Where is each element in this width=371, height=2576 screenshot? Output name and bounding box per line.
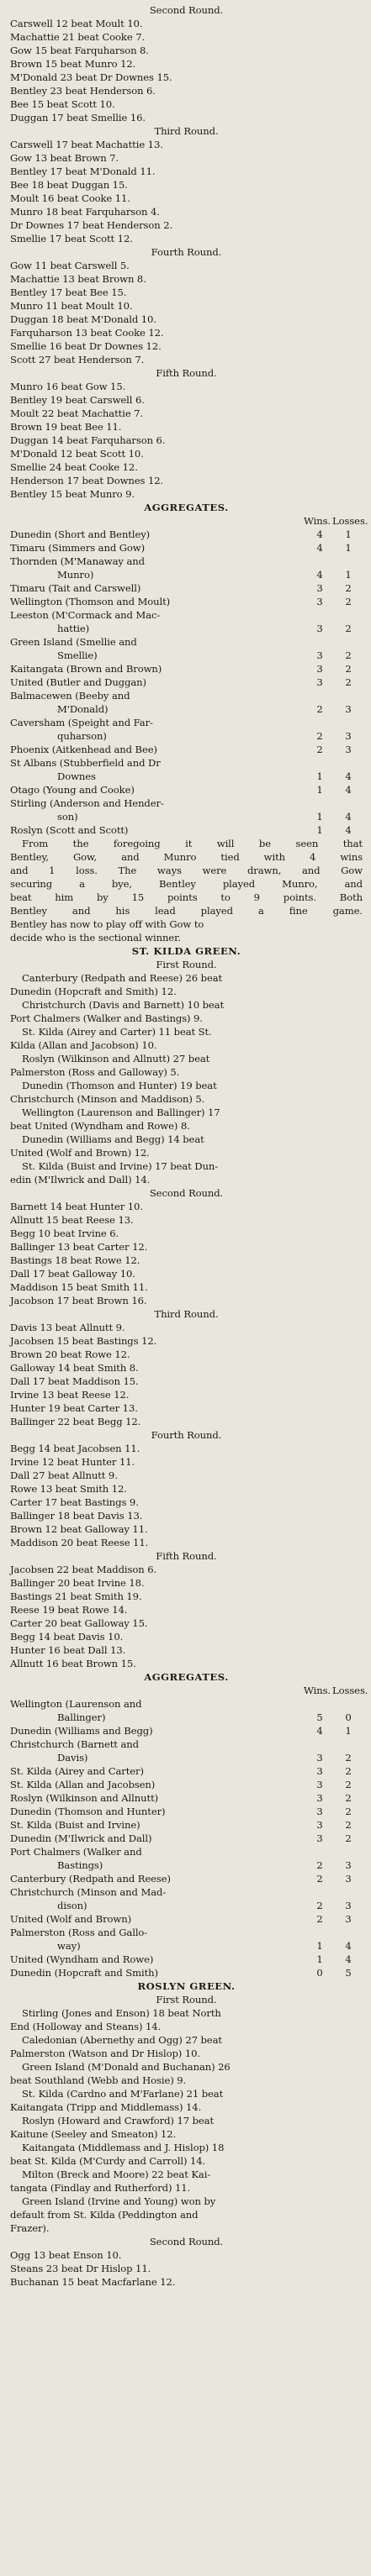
result-line: Carter 17 beat Bastings 9. bbox=[10, 1496, 139, 1508]
wins-value: 2 bbox=[316, 744, 323, 755]
losses-value: 3 bbox=[345, 1900, 352, 1911]
aggregates-table-first bbox=[10, 501, 368, 837]
result-line: Allnutt 16 beat Brown 15. bbox=[10, 1658, 136, 1669]
result-line: Kaitangata (Tripp and Middlemass) 14. bbox=[10, 2101, 202, 2113]
team-name: Balmacewen (Beeby and bbox=[10, 690, 130, 702]
losses-value: 2 bbox=[345, 1832, 352, 1844]
result-line: Irvine 13 beat Reese 12. bbox=[10, 1389, 130, 1401]
aggregate-row bbox=[10, 1737, 363, 1751]
wins-value: 3 bbox=[316, 1806, 323, 1817]
team-name: Dunedin (M'Ilwrick and Dall) bbox=[10, 1832, 152, 1844]
result-line: Carswell 12 beat Moult 10. bbox=[10, 18, 143, 29]
result-line: Ballinger 18 beat Davis 13. bbox=[10, 1510, 143, 1522]
losses-value: 2 bbox=[345, 649, 352, 661]
team-name: Wellington (Thomson and Moult) bbox=[10, 596, 171, 607]
result-line: Bastings 18 beat Rowe 12. bbox=[10, 1254, 140, 1266]
result-line: Ballinger 22 beat Begg 12. bbox=[10, 1416, 141, 1427]
result-line: Milton (Breck and Moore) 22 beat Kai- bbox=[22, 2169, 211, 2180]
result-line: Duggan 14 beat Farquharson 6. bbox=[10, 434, 166, 446]
round-heading: Second Round. bbox=[149, 2236, 224, 2247]
result-line: Duggan 18 beat M'Donald 10. bbox=[10, 313, 156, 325]
result-line: Palmerston (Ross and Galloway) 5. bbox=[10, 1066, 180, 1078]
team-name: Dunedin (Short and Bentley) bbox=[10, 528, 151, 540]
wins-value: 4 bbox=[316, 1725, 323, 1737]
aggregate-row bbox=[10, 1845, 363, 1858]
round-heading: Fourth Round. bbox=[151, 246, 222, 258]
result-line: Maddison 20 beat Reese 11. bbox=[10, 1537, 149, 1548]
result-line: Bentley has now to play off with Gow to bbox=[10, 918, 204, 930]
result-line: M'Donald 23 beat Dr Downes 15. bbox=[10, 71, 172, 83]
result-line: Smellie 17 beat Scott 12. bbox=[10, 233, 133, 244]
result-line: Farquharson 13 beat Cooke 12. bbox=[10, 327, 164, 339]
result-line: Jacobsen 15 beat Bastings 12. bbox=[10, 1335, 157, 1347]
result-line: Hunter 19 beat Carter 13. bbox=[10, 1402, 138, 1414]
result-line: From the foregoing it will be seen that bbox=[22, 838, 363, 849]
result-line: Caledonian (Abernethy and Ogg) 27 beat bbox=[22, 2034, 222, 2046]
wins-value: 1 bbox=[316, 1940, 323, 1952]
aggregate-row bbox=[10, 1832, 363, 1845]
round-heading: Fifth Round. bbox=[156, 1550, 217, 1562]
result-line: Bentley 15 beat Munro 9. bbox=[10, 488, 135, 500]
result-line: St. Kilda (Buist and Irvine) 17 beat Dun- bbox=[22, 1160, 219, 1172]
result-line: edin (M'Ilwrick and Dall) 14. bbox=[10, 1174, 151, 1185]
result-line: United (Wolf and Brown) 12. bbox=[10, 1147, 150, 1159]
losses-value: 4 bbox=[345, 770, 352, 782]
losses-value: 2 bbox=[345, 596, 352, 607]
result-line: Bentley, Gow, and Munro tied with 4 wins bbox=[10, 851, 363, 863]
team-name: Ballinger) bbox=[57, 1711, 106, 1723]
team-name: Smellie) bbox=[57, 649, 98, 661]
team-name: Canterbury (Redpath and Reese) bbox=[10, 1873, 171, 1885]
aggregate-row bbox=[10, 555, 363, 568]
team-name: Dunedin (Hopcraft and Smith) bbox=[10, 1967, 158, 1979]
section-thornden-results bbox=[10, 3, 363, 501]
aggregate-row bbox=[10, 702, 363, 716]
result-line: Bee 18 beat Duggan 15. bbox=[10, 179, 128, 191]
wins-value: 3 bbox=[316, 623, 323, 634]
result-line: Begg 10 beat Irvine 6. bbox=[10, 1228, 119, 1239]
team-name: Dunedin (Thomson and Hunter) bbox=[10, 1806, 166, 1817]
wins-value: 2 bbox=[316, 1900, 323, 1911]
result-line: Green Island (Irvine and Young) won by bbox=[22, 2195, 216, 2207]
aggregates-rows bbox=[10, 528, 363, 837]
result-line: Brown 20 beat Rowe 12. bbox=[10, 1348, 130, 1360]
result-line: Galloway 14 beat Smith 8. bbox=[10, 1362, 139, 1374]
result-line: Dunedin (Thomson and Hunter) 19 beat bbox=[22, 1080, 217, 1091]
aggregate-row bbox=[10, 1778, 363, 1791]
wins-value: 3 bbox=[316, 1752, 323, 1764]
section-heading-roslyn-green: ROSLYN GREEN. bbox=[137, 1980, 236, 1992]
wins-value: 3 bbox=[316, 1832, 323, 1844]
aggregate-row bbox=[10, 1697, 363, 1711]
wins-value: 4 bbox=[316, 569, 323, 581]
summary-paragraph bbox=[10, 837, 363, 944]
result-line: Rowe 13 beat Smith 12. bbox=[10, 1483, 127, 1495]
result-line: Bentley 23 beat Henderson 6. bbox=[10, 85, 156, 97]
result-line: St. Kilda (Cardno and M'Farlane) 21 beat bbox=[22, 2088, 224, 2100]
result-line: Gow 13 beat Brown 7. bbox=[10, 152, 119, 164]
wins-value: 2 bbox=[316, 730, 323, 742]
result-line: Kaitune (Seeley and Smeaton) 12. bbox=[10, 2128, 177, 2140]
losses-value: 2 bbox=[345, 1819, 352, 1831]
round-heading: First Round. bbox=[156, 1994, 217, 2006]
result-line: beat Southland (Webb and Hosie) 9. bbox=[10, 2074, 187, 2086]
losses-value: 2 bbox=[345, 1779, 352, 1790]
losses-value: 4 bbox=[345, 1940, 352, 1952]
team-name: Davis) bbox=[57, 1752, 88, 1764]
aggregate-row bbox=[10, 662, 363, 676]
team-name: Wellington (Laurenson and bbox=[10, 1698, 142, 1710]
aggregate-row bbox=[10, 1751, 363, 1764]
round-heading: Fourth Round. bbox=[151, 1429, 222, 1441]
team-name: Thornden (M'Manaway and bbox=[10, 555, 145, 567]
aggregate-row bbox=[10, 756, 363, 770]
losses-value: 3 bbox=[345, 1873, 352, 1885]
losses-value: 0 bbox=[345, 1711, 352, 1723]
team-name: Caversham (Speight and Far- bbox=[10, 717, 153, 728]
round-heading: Second Round. bbox=[149, 1187, 224, 1199]
result-line: Henderson 17 beat Downes 12. bbox=[10, 475, 164, 486]
result-line: Bentley and his lead played a fine game. bbox=[10, 905, 363, 917]
aggregate-row bbox=[10, 1858, 363, 1872]
round-heading: First Round. bbox=[156, 959, 217, 970]
aggregate-row bbox=[10, 595, 363, 608]
aggregates-table-second bbox=[10, 1670, 368, 1979]
result-line: Bentley 17 beat Bee 15. bbox=[10, 287, 127, 298]
team-name: United (Wyndham and Rowe) bbox=[10, 1953, 154, 1965]
wins-value: 3 bbox=[316, 1779, 323, 1790]
losses-value: 2 bbox=[345, 1752, 352, 1764]
wins-value: 3 bbox=[316, 1765, 323, 1777]
result-line: Jacobsen 22 beat Maddison 6. bbox=[10, 1564, 157, 1575]
wins-value: 2 bbox=[316, 1873, 323, 1885]
team-name: Leeston (M'Cormack and Mac- bbox=[10, 609, 161, 621]
aggregates-column-headers bbox=[10, 1684, 368, 1697]
team-name: Otago (Young and Cooke) bbox=[10, 784, 135, 796]
result-line: Davis 13 beat Allnutt 9. bbox=[10, 1322, 125, 1333]
team-name: Kaitangata (Brown and Brown) bbox=[10, 663, 162, 675]
result-line: Dall 27 beat Allnutt 9. bbox=[10, 1469, 118, 1481]
result-line: Brown 19 beat Bee 11. bbox=[10, 421, 122, 433]
result-line: Allnutt 15 beat Reese 13. bbox=[10, 1214, 134, 1226]
wins-value: 1 bbox=[316, 784, 323, 796]
section-heading-st-kilda-green: ST. KILDA GREEN. bbox=[131, 945, 241, 957]
losses-value: 4 bbox=[345, 1953, 352, 1965]
losses-value: 1 bbox=[345, 528, 352, 540]
result-line: Duggan 17 beat Smellie 16. bbox=[10, 112, 146, 124]
result-line: Roslyn (Wilkinson and Allnutt) 27 beat bbox=[22, 1053, 210, 1065]
team-name: hattie) bbox=[57, 623, 90, 634]
team-name: Port Chalmers (Walker and bbox=[10, 1846, 142, 1858]
wins-value: 1 bbox=[316, 811, 323, 823]
result-line: Reese 19 beat Rowe 14. bbox=[10, 1604, 128, 1616]
team-name: Timaru (Simmers and Gow) bbox=[10, 542, 146, 554]
losses-header: Losses. bbox=[332, 515, 368, 527]
team-name: St. Kilda (Buist and Irvine) bbox=[10, 1819, 140, 1831]
result-line: St. Kilda (Airey and Carter) 11 beat St. bbox=[22, 1026, 212, 1038]
aggregate-row bbox=[10, 1939, 363, 1953]
team-name: Phoenix (Aitkenhead and Bee) bbox=[10, 744, 157, 755]
losses-value: 2 bbox=[345, 623, 352, 634]
losses-value: 2 bbox=[345, 1765, 352, 1777]
result-line: Brown 12 beat Galloway 11. bbox=[10, 1523, 148, 1535]
aggregate-row bbox=[10, 1966, 363, 1979]
wins-value: 4 bbox=[316, 542, 323, 554]
losses-value: 3 bbox=[345, 730, 352, 742]
wins-header: Wins. bbox=[303, 515, 331, 527]
losses-value: 4 bbox=[345, 811, 352, 823]
wins-value: 3 bbox=[316, 582, 323, 594]
result-line: Dall 17 beat Maddison 15. bbox=[10, 1375, 139, 1387]
result-line: Smellie 16 beat Dr Downes 12. bbox=[10, 340, 162, 352]
round-heading: Third Round. bbox=[154, 125, 219, 137]
team-name: Stirling (Anderson and Hender- bbox=[10, 797, 164, 809]
result-line: default from St. Kilda (Peddington and bbox=[10, 2209, 199, 2221]
result-line: Irvine 12 beat Hunter 11. bbox=[10, 1456, 135, 1468]
result-line: Green Island (M'Donald and Buchanan) 26 bbox=[22, 2061, 231, 2073]
aggregates-rows bbox=[10, 1697, 363, 1979]
wins-header: Wins. bbox=[303, 1685, 331, 1696]
result-line: securing a bye, Bentley played Munro, and bbox=[10, 878, 363, 890]
result-line: and 1 loss. The ways were drawn, and Gow bbox=[10, 865, 363, 876]
result-line: Ballinger 13 beat Carter 12. bbox=[10, 1241, 148, 1253]
result-line: Moult 22 beat Machattie 7. bbox=[10, 407, 144, 419]
result-line: Dunedin (Hopcraft and Smith) 12. bbox=[10, 986, 177, 997]
aggregate-row bbox=[10, 689, 363, 702]
result-line: beat him by 15 points to 9 points. Both bbox=[10, 891, 363, 903]
wins-value: 0 bbox=[316, 1967, 323, 1979]
result-line: Dall 17 beat Galloway 10. bbox=[10, 1268, 135, 1280]
result-line: Dr Downes 17 beat Henderson 2. bbox=[10, 219, 173, 231]
wins-value: 2 bbox=[316, 1913, 323, 1925]
losses-value: 2 bbox=[345, 676, 352, 688]
wins-value: 3 bbox=[316, 663, 323, 675]
team-name: St Albans (Stubberfield and Dr bbox=[10, 757, 161, 769]
losses-value: 3 bbox=[345, 703, 352, 715]
losses-value: 3 bbox=[345, 744, 352, 755]
losses-value: 1 bbox=[345, 1725, 352, 1737]
result-line: Stirling (Jones and Enson) 18 beat North bbox=[22, 2007, 221, 2019]
result-line: Wellington (Laurenson and Ballinger) 17 bbox=[22, 1107, 220, 1118]
result-line: Scott 27 beat Henderson 7. bbox=[10, 354, 145, 365]
aggregate-row bbox=[10, 783, 363, 796]
aggregate-row bbox=[10, 581, 363, 595]
aggregate-row bbox=[10, 796, 363, 810]
team-name: Palmerston (Ross and Gallo- bbox=[10, 1927, 148, 1938]
result-line: Jacobson 17 beat Brown 16. bbox=[10, 1295, 147, 1306]
aggregate-row bbox=[10, 528, 363, 541]
result-line: Machattie 13 beat Brown 8. bbox=[10, 273, 146, 285]
result-line: Ballinger 20 beat Irvine 18. bbox=[10, 1577, 145, 1589]
result-line: Brown 15 beat Munro 12. bbox=[10, 58, 136, 70]
result-line: tangata (Findlay and Rutherford) 11. bbox=[10, 2182, 191, 2194]
team-name: United (Wolf and Brown) bbox=[10, 1913, 132, 1925]
result-line: Bee 15 beat Scott 10. bbox=[10, 98, 115, 110]
aggregates-column-headers bbox=[10, 514, 368, 528]
losses-value: 1 bbox=[345, 542, 352, 554]
wins-value: 2 bbox=[316, 703, 323, 715]
team-name: Dunedin (Williams and Begg) bbox=[10, 1725, 153, 1737]
result-line: beat St. Kilda (M'Curdy and Carroll) 14. bbox=[10, 2155, 206, 2167]
aggregate-row bbox=[10, 635, 363, 649]
result-line: Bentley 19 beat Carswell 6. bbox=[10, 394, 145, 406]
team-name: Roslyn (Wilkinson and Allnutt) bbox=[10, 1792, 159, 1804]
aggregate-row bbox=[10, 716, 363, 729]
result-line: Smellie 24 beat Cooke 12. bbox=[10, 461, 138, 473]
losses-value: 3 bbox=[345, 1913, 352, 1925]
result-line: End (Holloway and Steans) 14. bbox=[10, 2021, 162, 2032]
result-line: Hunter 16 beat Dall 13. bbox=[10, 1644, 126, 1656]
aggregates-heading: AGGREGATES. bbox=[144, 502, 229, 513]
team-name: Christchurch (Minson and Mad- bbox=[10, 1886, 167, 1898]
result-line: Ogg 13 beat Enson 10. bbox=[10, 2249, 122, 2261]
result-line: Kilda (Allan and Jacobson) 10. bbox=[10, 1039, 157, 1051]
result-line: Port Chalmers (Walker and Bastings) 9. bbox=[10, 1012, 203, 1024]
aggregate-row bbox=[10, 1912, 363, 1926]
result-line: Munro 18 beat Farquharson 4. bbox=[10, 206, 160, 218]
team-name: son) bbox=[57, 811, 78, 823]
team-name: M'Donald) bbox=[57, 703, 109, 715]
result-line: Christchurch (Davis and Barnett) 10 beat bbox=[22, 999, 225, 1011]
aggregate-row bbox=[10, 1926, 363, 1939]
aggregate-row bbox=[10, 1791, 363, 1805]
team-name: Green Island (Smellie and bbox=[10, 636, 137, 648]
team-name: Bastings) bbox=[57, 1859, 103, 1871]
aggregate-row bbox=[10, 729, 363, 743]
team-name: St. Kilda (Allan and Jacobsen) bbox=[10, 1779, 156, 1790]
result-line: Carswell 17 beat Machattie 13. bbox=[10, 139, 163, 150]
round-heading: Fifth Round. bbox=[156, 367, 217, 379]
aggregate-row bbox=[10, 1818, 363, 1832]
round-heading: Second Round. bbox=[149, 4, 224, 16]
aggregate-row bbox=[10, 622, 363, 635]
losses-value: 1 bbox=[345, 569, 352, 581]
losses-header: Losses. bbox=[332, 1685, 368, 1696]
losses-value: 3 bbox=[345, 1859, 352, 1871]
aggregate-row bbox=[10, 1885, 363, 1899]
result-line: Barnett 14 beat Hunter 10. bbox=[10, 1201, 143, 1212]
team-name: Timaru (Tait and Carswell) bbox=[10, 582, 141, 594]
aggregate-row bbox=[10, 568, 363, 581]
result-line: Christchurch (Minson and Maddison) 5. bbox=[10, 1093, 205, 1105]
team-name: dison) bbox=[57, 1900, 87, 1911]
team-name: United (Butler and Duggan) bbox=[10, 676, 146, 688]
wins-value: 1 bbox=[316, 824, 323, 836]
aggregate-row bbox=[10, 1764, 363, 1778]
result-line: Kaitangata (Middlemass and J. Hislop) 18 bbox=[22, 2142, 225, 2153]
result-line: Palmerston (Watson and Dr Hislop) 10. bbox=[10, 2048, 200, 2059]
result-line: beat United (Wyndham and Rowe) 8. bbox=[10, 1120, 190, 1132]
wins-value: 2 bbox=[316, 1859, 323, 1871]
losses-value: 4 bbox=[345, 824, 352, 836]
aggregate-row bbox=[10, 823, 363, 837]
aggregate-row bbox=[10, 676, 363, 689]
result-line: decide who is the sectional winner. bbox=[10, 932, 181, 944]
aggregate-row bbox=[10, 1953, 363, 1966]
result-line: Bastings 21 beat Smith 19. bbox=[10, 1590, 142, 1602]
result-line: M'Donald 12 beat Scott 10. bbox=[10, 448, 144, 460]
losses-value: 2 bbox=[345, 1806, 352, 1817]
result-line: Roslyn (Howard and Crawford) 17 beat bbox=[22, 2115, 215, 2127]
result-line: Dunedin (Williams and Begg) 14 beat bbox=[22, 1133, 204, 1145]
aggregates-heading: AGGREGATES. bbox=[144, 1671, 229, 1683]
aggregate-row bbox=[10, 608, 363, 622]
losses-value: 5 bbox=[345, 1967, 352, 1979]
result-line: Frazer). bbox=[10, 2222, 50, 2234]
losses-value: 2 bbox=[345, 582, 352, 594]
team-name: quharson) bbox=[57, 730, 107, 742]
round-heading: Third Round. bbox=[154, 1308, 219, 1320]
wins-value: 4 bbox=[316, 528, 323, 540]
aggregate-row bbox=[10, 1711, 363, 1724]
team-name: Christchurch (Barnett and bbox=[10, 1738, 139, 1750]
result-line: Begg 14 beat Jacobsen 11. bbox=[10, 1443, 140, 1454]
team-name: Roslyn (Scott and Scott) bbox=[10, 824, 129, 836]
result-line: Munro 11 beat Moult 10. bbox=[10, 300, 133, 312]
result-line: Moult 16 beat Cooke 11. bbox=[10, 192, 130, 204]
wins-value: 3 bbox=[316, 676, 323, 688]
aggregate-row bbox=[10, 1724, 363, 1737]
result-line: Gow 11 beat Carswell 5. bbox=[10, 260, 130, 271]
result-line: Steans 23 beat Dr Hislop 11. bbox=[10, 2263, 151, 2274]
wins-value: 1 bbox=[316, 770, 323, 782]
result-line: Maddison 15 beat Smith 11. bbox=[10, 1281, 148, 1293]
result-line: Carter 20 beat Galloway 15. bbox=[10, 1617, 148, 1629]
result-line: Munro 16 beat Gow 15. bbox=[10, 381, 126, 392]
result-line: Bentley 17 beat M'Donald 11. bbox=[10, 166, 156, 177]
result-line: Begg 14 beat Davis 10. bbox=[10, 1631, 124, 1643]
team-name: Downes bbox=[57, 770, 96, 782]
aggregate-row bbox=[10, 1872, 363, 1885]
losses-value: 4 bbox=[345, 784, 352, 796]
team-name: Munro) bbox=[57, 569, 94, 581]
wins-value: 5 bbox=[316, 1711, 323, 1723]
aggregate-row bbox=[10, 649, 363, 662]
result-line: Buchanan 15 beat Macfarlane 12. bbox=[10, 2276, 176, 2288]
team-name: St. Kilda (Airey and Carter) bbox=[10, 1765, 144, 1777]
aggregate-row bbox=[10, 770, 363, 783]
wins-value: 3 bbox=[316, 649, 323, 661]
aggregate-row bbox=[10, 1805, 363, 1818]
wins-value: 1 bbox=[316, 1953, 323, 1965]
team-name: way) bbox=[57, 1940, 81, 1952]
losses-value: 2 bbox=[345, 663, 352, 675]
section-roslyn-results bbox=[10, 1993, 363, 2289]
wins-value: 3 bbox=[316, 596, 323, 607]
aggregate-row bbox=[10, 541, 363, 555]
aggregate-row bbox=[10, 743, 363, 756]
wins-value: 3 bbox=[316, 1792, 323, 1804]
result-line: Canterbury (Redpath and Reese) 26 beat bbox=[22, 972, 223, 984]
result-line: Machattie 21 beat Cooke 7. bbox=[10, 31, 146, 43]
aggregate-row bbox=[10, 1899, 363, 1912]
result-line: Gow 15 beat Farquharson 8. bbox=[10, 45, 149, 56]
section-st-kilda-results bbox=[10, 958, 363, 1670]
aggregate-row bbox=[10, 810, 363, 823]
wins-value: 3 bbox=[316, 1819, 323, 1831]
losses-value: 2 bbox=[345, 1792, 352, 1804]
